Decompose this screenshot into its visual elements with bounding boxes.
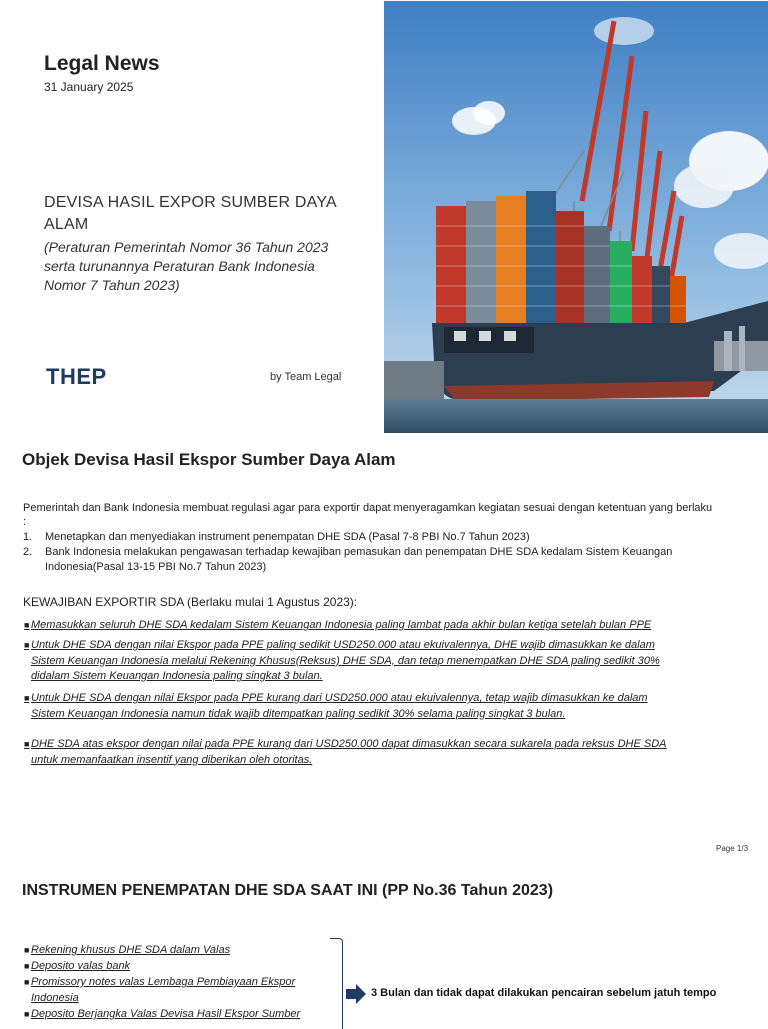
publication-date: 31 January 2025 — [44, 80, 134, 94]
list-number: 2. — [23, 546, 33, 558]
obligation-bullet — [24, 691, 684, 722]
bracket-connector — [330, 938, 343, 1029]
bullet-marker: ■ — [24, 693, 30, 703]
arrow-right-icon — [345, 983, 367, 1010]
section-heading-objek: Objek Devisa Hasil Ekspor Sumber Daya Alam — [22, 450, 396, 469]
instrument-text: Deposito valas bank — [31, 960, 131, 972]
list-item-text: Menetapkan dan menyediakan instrument penempatan DHE SDA (Pasal 7-8 PBI No.7 Tahun 2023) — [45, 531, 530, 543]
article-subtitle: (Peraturan Pemerintah Nomor 36 Tahun 2023 serta turunannya Peraturan Bank Indonesia Nomor 7 Tahun 2023) — [44, 239, 329, 293]
page-number: Page 1/3 — [716, 844, 749, 853]
list-item — [24, 958, 324, 974]
company-logo: THEP — [46, 364, 107, 389]
bullet-text: Untuk DHE SDA dengan nilai Ekspor pada PPE paling sedikit USD250.000 atau ekuivalennya, DHE wajib dimasukkan ke dalam Sistem Keuangan Indonesia melalui Rekening Khusus(Reksus) DHE SDA, dan tetap menempatkan DHE SDA paling sedikit 30% didalam Sistem Keuangan Indonesia paling singkat 3 bulan. — [31, 639, 660, 682]
instrument-text: Promissory notes valas Lembaga Pembiayaan Ekspor Indonesia — [31, 976, 296, 1004]
bullet-marker: ■ — [24, 640, 30, 650]
list-item — [24, 974, 324, 1006]
bullet-marker: ■ — [24, 961, 30, 971]
list-item — [23, 545, 723, 575]
article-title: DEVISA HASIL EXPOR SUMBER DAYA ALAM — [44, 194, 337, 233]
bullet-marker: ■ — [24, 1009, 30, 1019]
placement-duration-note: 3 Bulan dan tidak dapat dilakukan pencairan sebelum jatuh tempo — [371, 987, 717, 999]
newsletter-title: Legal News — [44, 52, 160, 75]
list-item — [23, 530, 723, 545]
list-item — [24, 942, 324, 958]
kewajiban-heading: KEWAJIBAN EXPORTIR SDA (Berlaku mulai 1 Agustus 2023): — [23, 595, 358, 609]
list-item-text: Bank Indonesia melakukan pengawasan terhadap kewajiban pemasukan dan penempatan DHE SDA kedalam Sistem Keuangan Indonesia(Pasal 13-15 PBI No.7 Tahun 2023) — [45, 546, 673, 573]
instrument-text: Deposito Berjangka Valas Devisa Hasil Ekspor Sumber — [31, 1008, 301, 1020]
bullet-marker: ■ — [24, 620, 30, 630]
bullet-text: DHE SDA atas ekspor dengan nilai pada PPE kurang dari USD250.000 dapat dimasukkan secara sukarela pada reksus DHE SDA untuk memanfaatkan insentif yang diberikan oleh otoritas. — [31, 738, 667, 766]
obligation-bullet — [24, 737, 684, 768]
bullet-text: Untuk DHE SDA dengan nilai Ekspor pada PPE kurang dari USD250.000 atau ekuivalennya, tetap wajib dimasukkan ke dalam Sistem Keuangan Indonesia namun tidak wajib ditempatkan paling sedikit 30% selama paling singkat 3 bulan. — [31, 692, 648, 720]
byline: by Team Legal — [270, 371, 342, 383]
section-heading-instrumen: INSTRUMEN PENEMPATAN DHE SDA SAAT INI (PP No.36 Tahun 2023) — [22, 882, 554, 899]
obligation-bullet — [24, 638, 684, 685]
intro-paragraph: Pemerintah dan Bank Indonesia membuat regulasi agar para exportir dapat menyeragamkan kegiatan sesuai dengan ketentuan yang berlaku : — [23, 502, 713, 528]
instrument-list — [24, 942, 324, 1022]
bullet-marker: ■ — [24, 977, 30, 987]
list-number: 1. — [23, 531, 33, 543]
bullet-marker: ■ — [24, 739, 30, 749]
bullet-text: Memasukkan seluruh DHE SDA kedalam Sistem Keuangan Indonesia paling lambat pada akhir bulan ketiga setelah bulan PPE — [31, 619, 652, 631]
cargo-ship-photo — [384, 1, 768, 433]
obligation-bullet — [24, 618, 684, 634]
bullet-marker: ■ — [24, 945, 30, 955]
list-item — [24, 1006, 324, 1022]
instrument-text: Rekening khusus DHE SDA dalam Valas — [31, 944, 231, 956]
numbered-list — [23, 530, 723, 575]
